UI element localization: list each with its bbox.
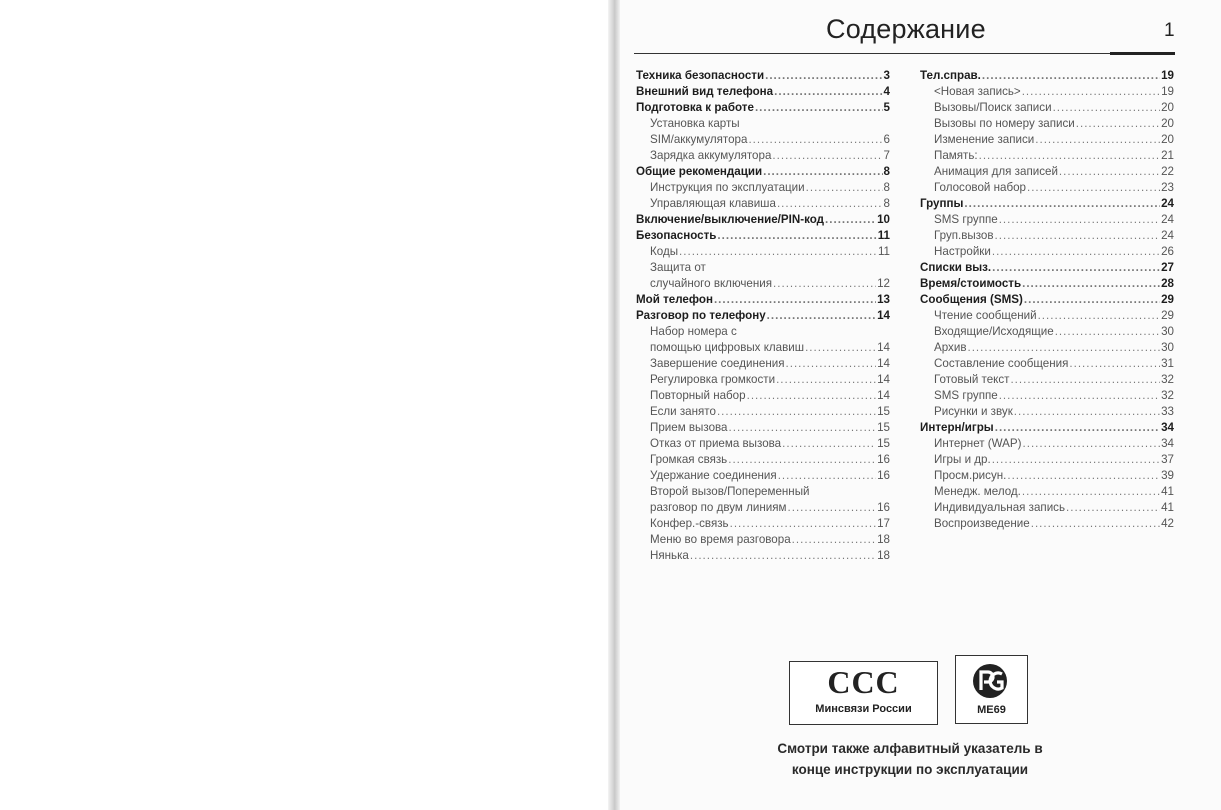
toc-leader-dots: [782, 436, 876, 452]
toc-leader-dots: [1059, 164, 1160, 180]
toc-page-number: 14: [877, 389, 890, 402]
toc-page-number: 32: [1161, 373, 1174, 386]
toc-section: [636, 308, 890, 324]
toc-leader-dots: [730, 516, 877, 532]
toc-page-number: 42: [1161, 517, 1174, 530]
toc-leader-dots: [1066, 500, 1160, 516]
toc-entry-title: Память:: [934, 149, 978, 162]
toc-leader-dots: [967, 340, 1160, 356]
toc-column-left: [636, 68, 890, 564]
toc-entry-title: Просм.рисун.: [934, 469, 1007, 482]
toc-entry: [920, 324, 1174, 340]
toc-page-number: 19: [1161, 85, 1174, 98]
header-rule: [634, 53, 1175, 54]
toc-page-number: 30: [1161, 341, 1174, 354]
pct-logo-icon: [971, 662, 1011, 700]
toc-entry-title: Нянька: [650, 549, 689, 562]
toc-entry-title: Игры и др.: [934, 453, 991, 466]
toc-section: [636, 164, 890, 180]
toc-leader-dots: [999, 212, 1160, 228]
toc-section: [636, 100, 890, 116]
toc-entry: [920, 308, 1174, 324]
toc-entry-title: Анимация для записей: [934, 165, 1058, 178]
toc-entry-title: Мой телефон: [636, 293, 713, 306]
toc-entry-title: Прием вызова: [650, 421, 728, 434]
toc-section: [636, 84, 890, 100]
toc-page-number: 34: [1161, 437, 1174, 450]
toc-section: [920, 292, 1174, 308]
toc-leader-dots: [992, 244, 1160, 260]
toc-leader-dots: [776, 372, 876, 388]
toc-leader-dots: [767, 308, 876, 324]
toc-entry: [920, 500, 1174, 516]
toc-section: [636, 212, 890, 228]
toc-leader-dots: [788, 500, 877, 516]
toc-page-number: 14: [877, 357, 890, 370]
toc-entry: [920, 372, 1174, 388]
toc-leader-dots: [1022, 484, 1160, 500]
toc-entry-title: Включение/выключение/PIN-код: [636, 213, 825, 226]
toc-leader-dots: [679, 244, 877, 260]
toc-page-number: 41: [1161, 501, 1174, 514]
index-reference-note: [720, 738, 1100, 780]
toc-page-number: 41: [1161, 485, 1174, 498]
toc-entry-title: случайного включения: [650, 277, 773, 290]
toc-entry-title: SIM/аккумулятора: [650, 133, 748, 146]
note-line-2: конце инструкции по эксплуатации: [791, 762, 1029, 777]
toc-entry: [636, 244, 890, 260]
toc-entry: [920, 436, 1174, 452]
toc-leader-dots: [1076, 116, 1160, 132]
toc-entry-title: Воспроизведение: [934, 517, 1030, 530]
toc-leader-dots: [747, 388, 877, 404]
toc-page-number: 16: [877, 453, 890, 466]
toc-page-number: 11: [877, 245, 890, 258]
ccc-certification-mark: [789, 661, 938, 725]
toc-entry: [636, 532, 890, 548]
toc-page-number: 8: [883, 197, 890, 210]
toc-entry-title: Инструкция по эксплуатации: [650, 181, 805, 194]
toc-entry: [920, 468, 1174, 484]
toc-page-number: 16: [877, 469, 890, 482]
toc-entry: [636, 500, 890, 516]
toc-entry-title: SMS группе: [934, 389, 998, 402]
toc-page-number: 13: [877, 293, 890, 306]
toc-entry: [920, 180, 1174, 196]
toc-entry: [920, 116, 1174, 132]
toc-entry-title: Менедж. мелод.: [934, 485, 1021, 498]
toc-entry-title: Тел.справ.: [920, 69, 981, 82]
toc-entry-title: Интернет (WAP): [934, 437, 1022, 450]
toc-leader-dots: [1031, 516, 1160, 532]
toc-leader-dots: [1014, 404, 1160, 420]
toc-section: [920, 196, 1174, 212]
toc-leader-dots: [992, 260, 1160, 276]
toc-entry-title: <Новая запись>: [934, 85, 1021, 98]
toc-entry: [920, 132, 1174, 148]
toc-leader-dots: [714, 292, 876, 308]
toc-entry: [636, 516, 890, 532]
toc-leader-dots: [728, 452, 876, 468]
page-number: 1: [1164, 20, 1175, 41]
toc-entry: [636, 340, 890, 356]
toc-page-number: 39: [1161, 469, 1174, 482]
toc-page-number: 15: [877, 421, 890, 434]
toc-entry-title: Защита от: [650, 261, 706, 274]
toc-page-number: 30: [1161, 325, 1174, 338]
toc-page-number: 8: [883, 165, 890, 178]
toc-entry-title: Рисунки и звук: [934, 405, 1013, 418]
book-gutter: [608, 0, 620, 810]
toc-leader-dots: [1023, 436, 1161, 452]
pct-certification-mark: [955, 655, 1028, 724]
toc-entry-title: Техника безопасности: [636, 69, 765, 82]
page-title: Содержание: [826, 14, 986, 44]
toc-leader-dots: [1007, 468, 1160, 484]
toc-leader-dots: [992, 452, 1160, 468]
toc-entry: [636, 196, 890, 212]
toc-entry: [636, 180, 890, 196]
toc-entry: [636, 548, 890, 564]
toc-section: [636, 68, 890, 84]
toc-page-number: 3: [883, 69, 890, 82]
toc-leader-dots: [717, 404, 876, 420]
toc-page-number: 23: [1161, 181, 1174, 194]
toc-entry-title: Группы: [920, 197, 964, 210]
toc-page-number: 20: [1161, 117, 1174, 130]
toc-page-number: 8: [883, 181, 890, 194]
toc-entry-title: Индивидуальная запись: [934, 501, 1066, 514]
toc-entry-title: Второй вызов/Попеременный: [650, 485, 810, 498]
toc-page-number: 11: [877, 229, 890, 242]
toc-entry: [920, 164, 1174, 180]
toc-entry-title: Управляющая клавиша: [650, 197, 776, 210]
toc-leader-dots: [778, 468, 876, 484]
toc-entry: [920, 388, 1174, 404]
toc-entry: [636, 388, 890, 404]
toc-entry: [636, 260, 890, 276]
toc-page-number: 27: [1161, 261, 1174, 274]
toc-leader-dots: [999, 388, 1160, 404]
toc-entry-title: Безопасность: [636, 229, 717, 242]
toc-entry-title: Коды: [650, 245, 679, 258]
toc-entry-title: Отказ от приема вызова: [650, 437, 782, 450]
pct-code: ME69: [977, 704, 1006, 716]
toc-page-number: 20: [1161, 101, 1174, 114]
toc-page-number: 21: [1161, 149, 1174, 162]
toc-entry: [920, 228, 1174, 244]
toc-entry-title: Подготовка к работе: [636, 101, 754, 114]
toc-entry: [920, 484, 1174, 500]
toc-page-number: 24: [1161, 197, 1174, 210]
ccc-caption: Минсвязи России: [815, 703, 912, 715]
toc-page-number: 29: [1161, 309, 1174, 322]
toc-entry-title: Настройки: [934, 245, 991, 258]
toc-entry-title: Набор номера с: [650, 325, 737, 338]
toc-entry-title: Входящие/Исходящие: [934, 325, 1054, 338]
toc-page-number: 24: [1161, 229, 1174, 242]
toc-entry-title: Установка карты: [650, 117, 740, 130]
toc-leader-dots: [765, 68, 882, 84]
toc-entry-title: Регулировка громкости: [650, 373, 776, 386]
toc-leader-dots: [1035, 132, 1160, 148]
toc-leader-dots: [964, 196, 1160, 212]
toc-leader-dots: [748, 132, 882, 148]
toc-entry-title: Интерн/игры: [920, 421, 994, 434]
toc-entry-title: Чтение сообщений: [934, 309, 1037, 322]
toc-entry-title: Повторный набор: [650, 389, 746, 402]
toc-entry: [920, 212, 1174, 228]
toc-page-number: 15: [877, 437, 890, 450]
toc-page-number: 15: [877, 405, 890, 418]
header-rule-accent: [1110, 52, 1175, 55]
toc-entry-title: Сообщения (SMS): [920, 293, 1023, 306]
toc-page-number: 18: [877, 549, 890, 562]
toc-entry: [636, 132, 890, 148]
toc-page-number: 28: [1161, 277, 1174, 290]
toc-entry: [920, 340, 1174, 356]
toc-entry-title: Архив: [934, 341, 967, 354]
toc-section: [636, 292, 890, 308]
toc-entry: [636, 452, 890, 468]
ccc-mark-text: CCC: [827, 664, 900, 700]
toc-leader-dots: [777, 196, 883, 212]
toc-page-number: 29: [1161, 293, 1174, 306]
toc-entry-title: Изменение записи: [934, 133, 1035, 146]
toc-entry: [920, 516, 1174, 532]
note-line-1: Смотри также алфавитный указатель в: [777, 741, 1043, 756]
toc-leader-dots: [792, 532, 876, 548]
toc-page-number: 26: [1161, 245, 1174, 258]
toc-page-number: 32: [1161, 389, 1174, 402]
toc-entry-title: Удержание соединения: [650, 469, 777, 482]
toc-leader-dots: [982, 68, 1160, 84]
toc-page-number: 14: [877, 341, 890, 354]
toc-entry-title: Громкая связь: [650, 453, 728, 466]
toc-entry: [920, 244, 1174, 260]
toc-entry: [920, 356, 1174, 372]
toc-leader-dots: [774, 84, 882, 100]
toc-entry: [636, 324, 890, 340]
toc-leader-dots: [1027, 180, 1160, 196]
toc-entry-title: Списки выз.: [920, 261, 992, 274]
toc-entry: [636, 484, 890, 500]
toc-entry: [636, 148, 890, 164]
toc-page-number: 12: [877, 277, 890, 290]
toc-section: [920, 420, 1174, 436]
toc-page-number: 6: [883, 133, 890, 146]
toc-page-number: 7: [883, 149, 890, 162]
toc-leader-dots: [773, 276, 876, 292]
toc-page-number: 34: [1161, 421, 1174, 434]
toc-section: [920, 260, 1174, 276]
toc-leader-dots: [690, 548, 876, 564]
toc-entry: [920, 84, 1174, 100]
toc-entry: [920, 452, 1174, 468]
toc-page-number: 10: [877, 213, 890, 226]
toc-entry-title: Если занято: [650, 405, 716, 418]
toc-entry: [920, 404, 1174, 420]
toc-entry-title: Вызовы по номеру записи: [934, 117, 1075, 130]
toc-page-number: 16: [877, 501, 890, 514]
toc-page-number: 4: [883, 85, 890, 98]
toc-entry: [920, 148, 1174, 164]
toc-entry-title: Груп.вызов: [934, 229, 994, 242]
toc-entry-title: помощью цифровых клавиш: [650, 341, 805, 354]
toc-entry: [636, 372, 890, 388]
toc-leader-dots: [755, 100, 883, 116]
toc-page-number: 14: [877, 373, 890, 386]
toc-page-number: 5: [883, 101, 890, 114]
toc-entry-title: Меню во время разговора: [650, 533, 791, 546]
toc-leader-dots: [995, 420, 1160, 436]
toc-entry: [636, 276, 890, 292]
toc-entry: [920, 100, 1174, 116]
toc-section: [636, 228, 890, 244]
toc-leader-dots: [786, 356, 877, 372]
toc-entry-title: Зарядка аккумулятора: [650, 149, 772, 162]
toc-page-number: 18: [877, 533, 890, 546]
toc-section: [920, 276, 1174, 292]
toc-leader-dots: [1022, 84, 1160, 100]
toc-leader-dots: [1055, 324, 1160, 340]
toc-section: [920, 68, 1174, 84]
toc-entry-title: Внешний вид телефона: [636, 85, 774, 98]
toc-entry-title: Время/стоимость: [920, 277, 1022, 290]
toc-page-number: 24: [1161, 213, 1174, 226]
toc-entry-title: Завершение соединения: [650, 357, 785, 370]
toc-leader-dots: [995, 228, 1161, 244]
toc-column-right: [920, 68, 1174, 532]
toc-entry: [636, 420, 890, 436]
toc-page-number: 17: [877, 517, 890, 530]
toc-entry-title: Общие рекомендации: [636, 165, 763, 178]
toc-entry-title: Готовый текст: [934, 373, 1010, 386]
toc-page-number: 33: [1161, 405, 1174, 418]
toc-page-number: 14: [877, 309, 890, 322]
toc-entry: [636, 468, 890, 484]
toc-entry-title: Составление сообщения: [934, 357, 1069, 370]
toc-leader-dots: [806, 180, 883, 196]
toc-leader-dots: [763, 164, 882, 180]
toc-page-number: 37: [1161, 453, 1174, 466]
toc-entry-title: Голосовой набор: [934, 181, 1026, 194]
toc-entry: [636, 436, 890, 452]
toc-leader-dots: [1053, 100, 1161, 116]
toc-leader-dots: [825, 212, 876, 228]
toc-leader-dots: [729, 420, 877, 436]
toc-leader-dots: [805, 340, 876, 356]
toc-leader-dots: [1010, 372, 1160, 388]
toc-leader-dots: [1024, 292, 1160, 308]
toc-page-number: 31: [1161, 357, 1174, 370]
toc-entry-title: разговор по двум линиям: [650, 501, 787, 514]
toc-page-number: 20: [1161, 133, 1174, 146]
toc-leader-dots: [979, 148, 1160, 164]
toc-leader-dots: [1069, 356, 1160, 372]
toc-leader-dots: [1038, 308, 1161, 324]
toc-leader-dots: [717, 228, 876, 244]
toc-entry: [636, 404, 890, 420]
toc-page-number: 19: [1161, 69, 1174, 82]
toc-page-number: 22: [1161, 165, 1174, 178]
toc-entry: [636, 356, 890, 372]
toc-entry-title: Конфер.-связь: [650, 517, 729, 530]
toc-entry-title: Вызовы/Поиск записи: [934, 101, 1052, 114]
toc-leader-dots: [772, 148, 882, 164]
toc-leader-dots: [1022, 276, 1160, 292]
toc-entry-title: SMS группе: [934, 213, 998, 226]
toc-entry: [636, 116, 890, 132]
toc-entry-title: Разговор по телефону: [636, 309, 766, 322]
